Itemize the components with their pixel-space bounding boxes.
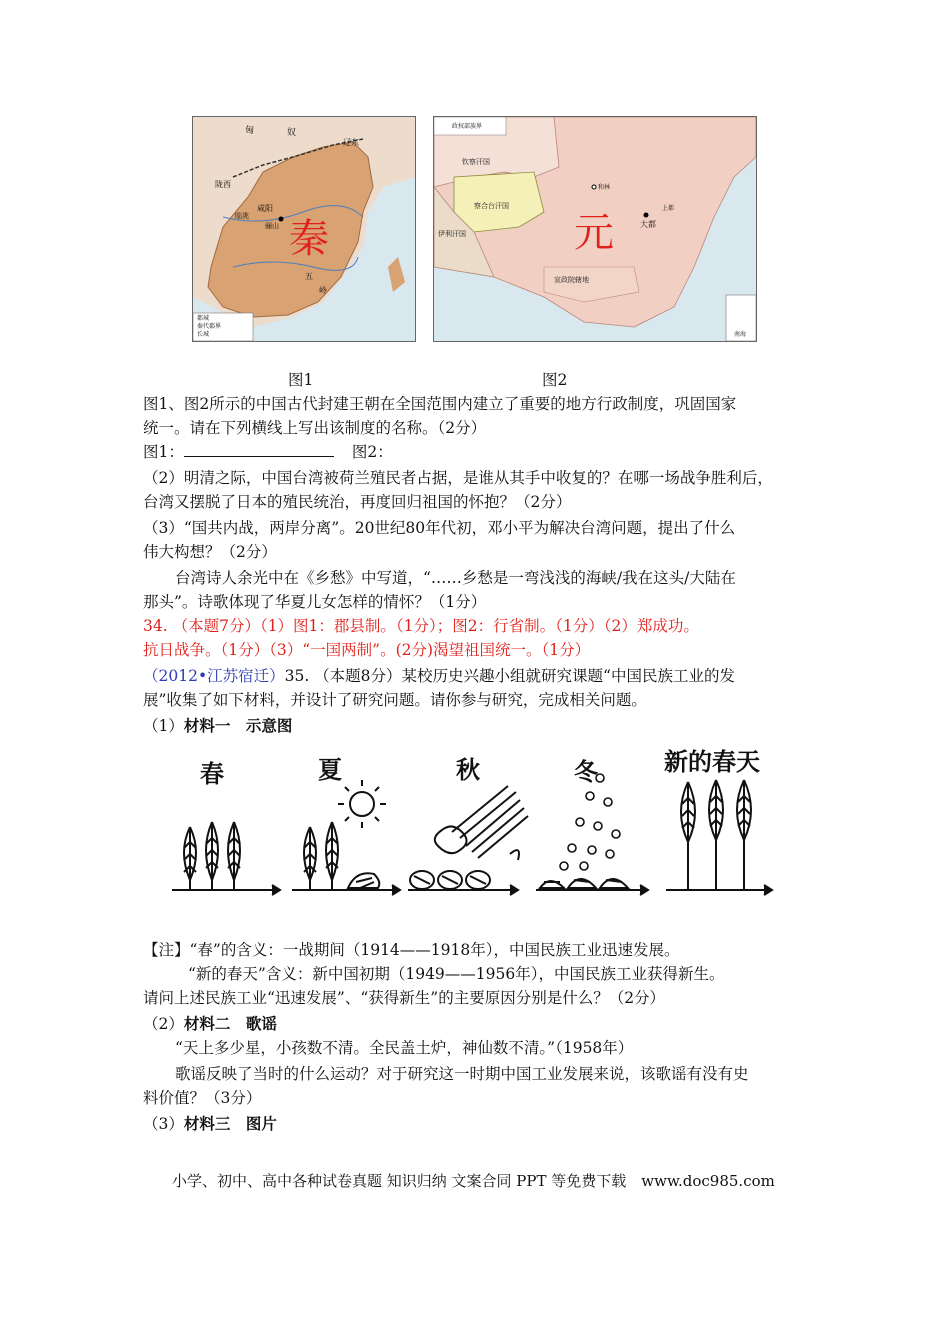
map-yuan-inset-label: 南海	[734, 331, 747, 338]
map-qin-legend	[197, 315, 221, 339]
map-yuan-label: 和林	[598, 184, 611, 191]
q35-intro: 35. （本题8分）某校历史兴趣小组就研究课题“中国民族工业的发	[284, 667, 735, 685]
season-label-spring: 春	[200, 760, 224, 788]
q34-text: 台湾诗人余光中在《乡愁》中写道，“……乡愁是一弯浅浅的海峡/我在这头/大陆在	[175, 569, 736, 587]
material-title: 材料二 歌谣	[183, 1014, 277, 1033]
season-label-winter: 冬	[574, 758, 598, 786]
map-qin-label: 咸阳	[257, 204, 273, 213]
seasons-illustration	[160, 742, 780, 912]
season-label-new-spring: 新的春天	[664, 748, 760, 776]
map-yuan-label: 察合台汗国	[474, 202, 509, 210]
q35-material1-heading	[143, 714, 292, 738]
map-yuan-label: 大都	[640, 220, 656, 229]
page-footer: 小学、初中、高中各种试卷真题 知识归纳 文案合同 PPT 等免费下载 www.doc985.com	[172, 1172, 775, 1190]
material-title: 材料三 图片	[183, 1114, 277, 1133]
map-yuan-label: 上都	[662, 205, 675, 212]
map-yuan-label: 伊利汗国	[438, 230, 466, 238]
map-qin-label: 临洮	[235, 212, 249, 220]
material-number: （2）	[143, 1015, 184, 1033]
q35-material2-heading	[143, 1012, 277, 1036]
map-yuan	[433, 116, 757, 342]
q35-note: 【注】“春”的含义：一战期间（1914——1918年），中国民族工业迅速发展。	[143, 941, 680, 959]
map-qin-label: 奴	[287, 128, 297, 138]
map-yuan-legend: 政权部族界	[452, 123, 483, 130]
q34-text: 台湾又摆脱了日本的殖民统治，再度回归祖国的怀抱？（2分）	[143, 493, 572, 511]
figure-caption-1: 图1	[288, 371, 314, 389]
q35-header	[143, 664, 735, 688]
q35-question: 歌谣反映了当时的什么运动？对于研究这一时期中国工业发展来说，该歌谣有没有史	[175, 1065, 749, 1083]
map-yuan-label: 钦察汗国	[462, 158, 490, 166]
legend-item: 都城	[197, 315, 210, 322]
map-qin-label: 辽东	[343, 138, 359, 147]
map-qin-label: 岭	[319, 286, 327, 295]
q34-text: 图1、图2所示的中国古代封建王朝在全国范围内建立了重要的地方行政制度，巩固国家	[143, 395, 737, 413]
q35-text: 展”收集了如下材料，并设计了研究问题。请你参与研究，完成相关问题。	[143, 691, 647, 709]
season-label-autumn: 秋	[456, 756, 480, 784]
answer-blank-fig1[interactable]	[184, 440, 334, 457]
map-qin-title: 秦	[289, 216, 329, 262]
q34-text: （3）“国共内战，两岸分离”。20世纪80年代初，邓小平为解决台湾问题，提出了什么	[143, 519, 736, 537]
figure-caption-2: 图2	[542, 371, 568, 389]
legend-item: 长城	[197, 331, 210, 338]
map-yuan-label: 宣政院辖地	[554, 276, 589, 284]
q34-answer: 抗日战争。（1分）（3）“一国两制”。(2分)渴望祖国统一。（1分）	[143, 641, 591, 659]
q34-answer: 34. （本题7分）（1）图1：郡县制。（1分）；图2：行省制。（1分）（2）郑成功。	[143, 617, 699, 635]
q34-text: （2）明清之际，中国台湾被荷兰殖民者占据，是谁从其手中收复的？在哪一场战争胜利后，	[143, 469, 773, 487]
map-qin-label: 陇西	[215, 180, 231, 189]
q35-source: （2012•江苏宿迁）	[143, 667, 285, 685]
blank-label-fig1: 图1：	[143, 443, 184, 461]
season-label-summer: 夏	[318, 756, 342, 784]
blank-label-fig2: 图2：	[351, 443, 393, 461]
q35-note: “新的春天”含义：新中国初期（1949——1956年），中国民族工业获得新生。	[188, 965, 725, 983]
q34-answer-blanks	[143, 440, 393, 464]
material-title: 材料一 示意图	[183, 716, 293, 735]
material-number: （1）	[143, 717, 184, 735]
legend-item: 秦代郡界	[197, 323, 222, 330]
map-yuan-title: 元	[574, 210, 614, 256]
q34-text: 伟大构想？（2分）	[143, 543, 277, 561]
map-qin-label: 五	[305, 272, 313, 281]
map-qin	[192, 116, 416, 342]
map-qin-label: 骊山	[265, 222, 279, 230]
seasons-drawing	[160, 742, 780, 912]
q35-song: “天上多少星，小孩数不清。全民盖土炉，神仙数不清。”（1958年）	[175, 1039, 634, 1057]
q35-question: 请问上述民族工业“迅速发展”、“获得新生”的主要原因分别是什么？（2分）	[143, 989, 666, 1007]
q35-question: 料价值？（3分）	[143, 1089, 262, 1107]
map-qin-label: 匈	[245, 126, 255, 136]
q34-text: 统一。请在下列横线上写出该制度的名称。（2分）	[143, 419, 487, 437]
q35-material3-heading	[143, 1112, 277, 1136]
material-number: （3）	[143, 1115, 184, 1133]
q34-text: 那头”。诗歌体现了华夏儿女怎样的情怀？（1分）	[143, 593, 487, 611]
